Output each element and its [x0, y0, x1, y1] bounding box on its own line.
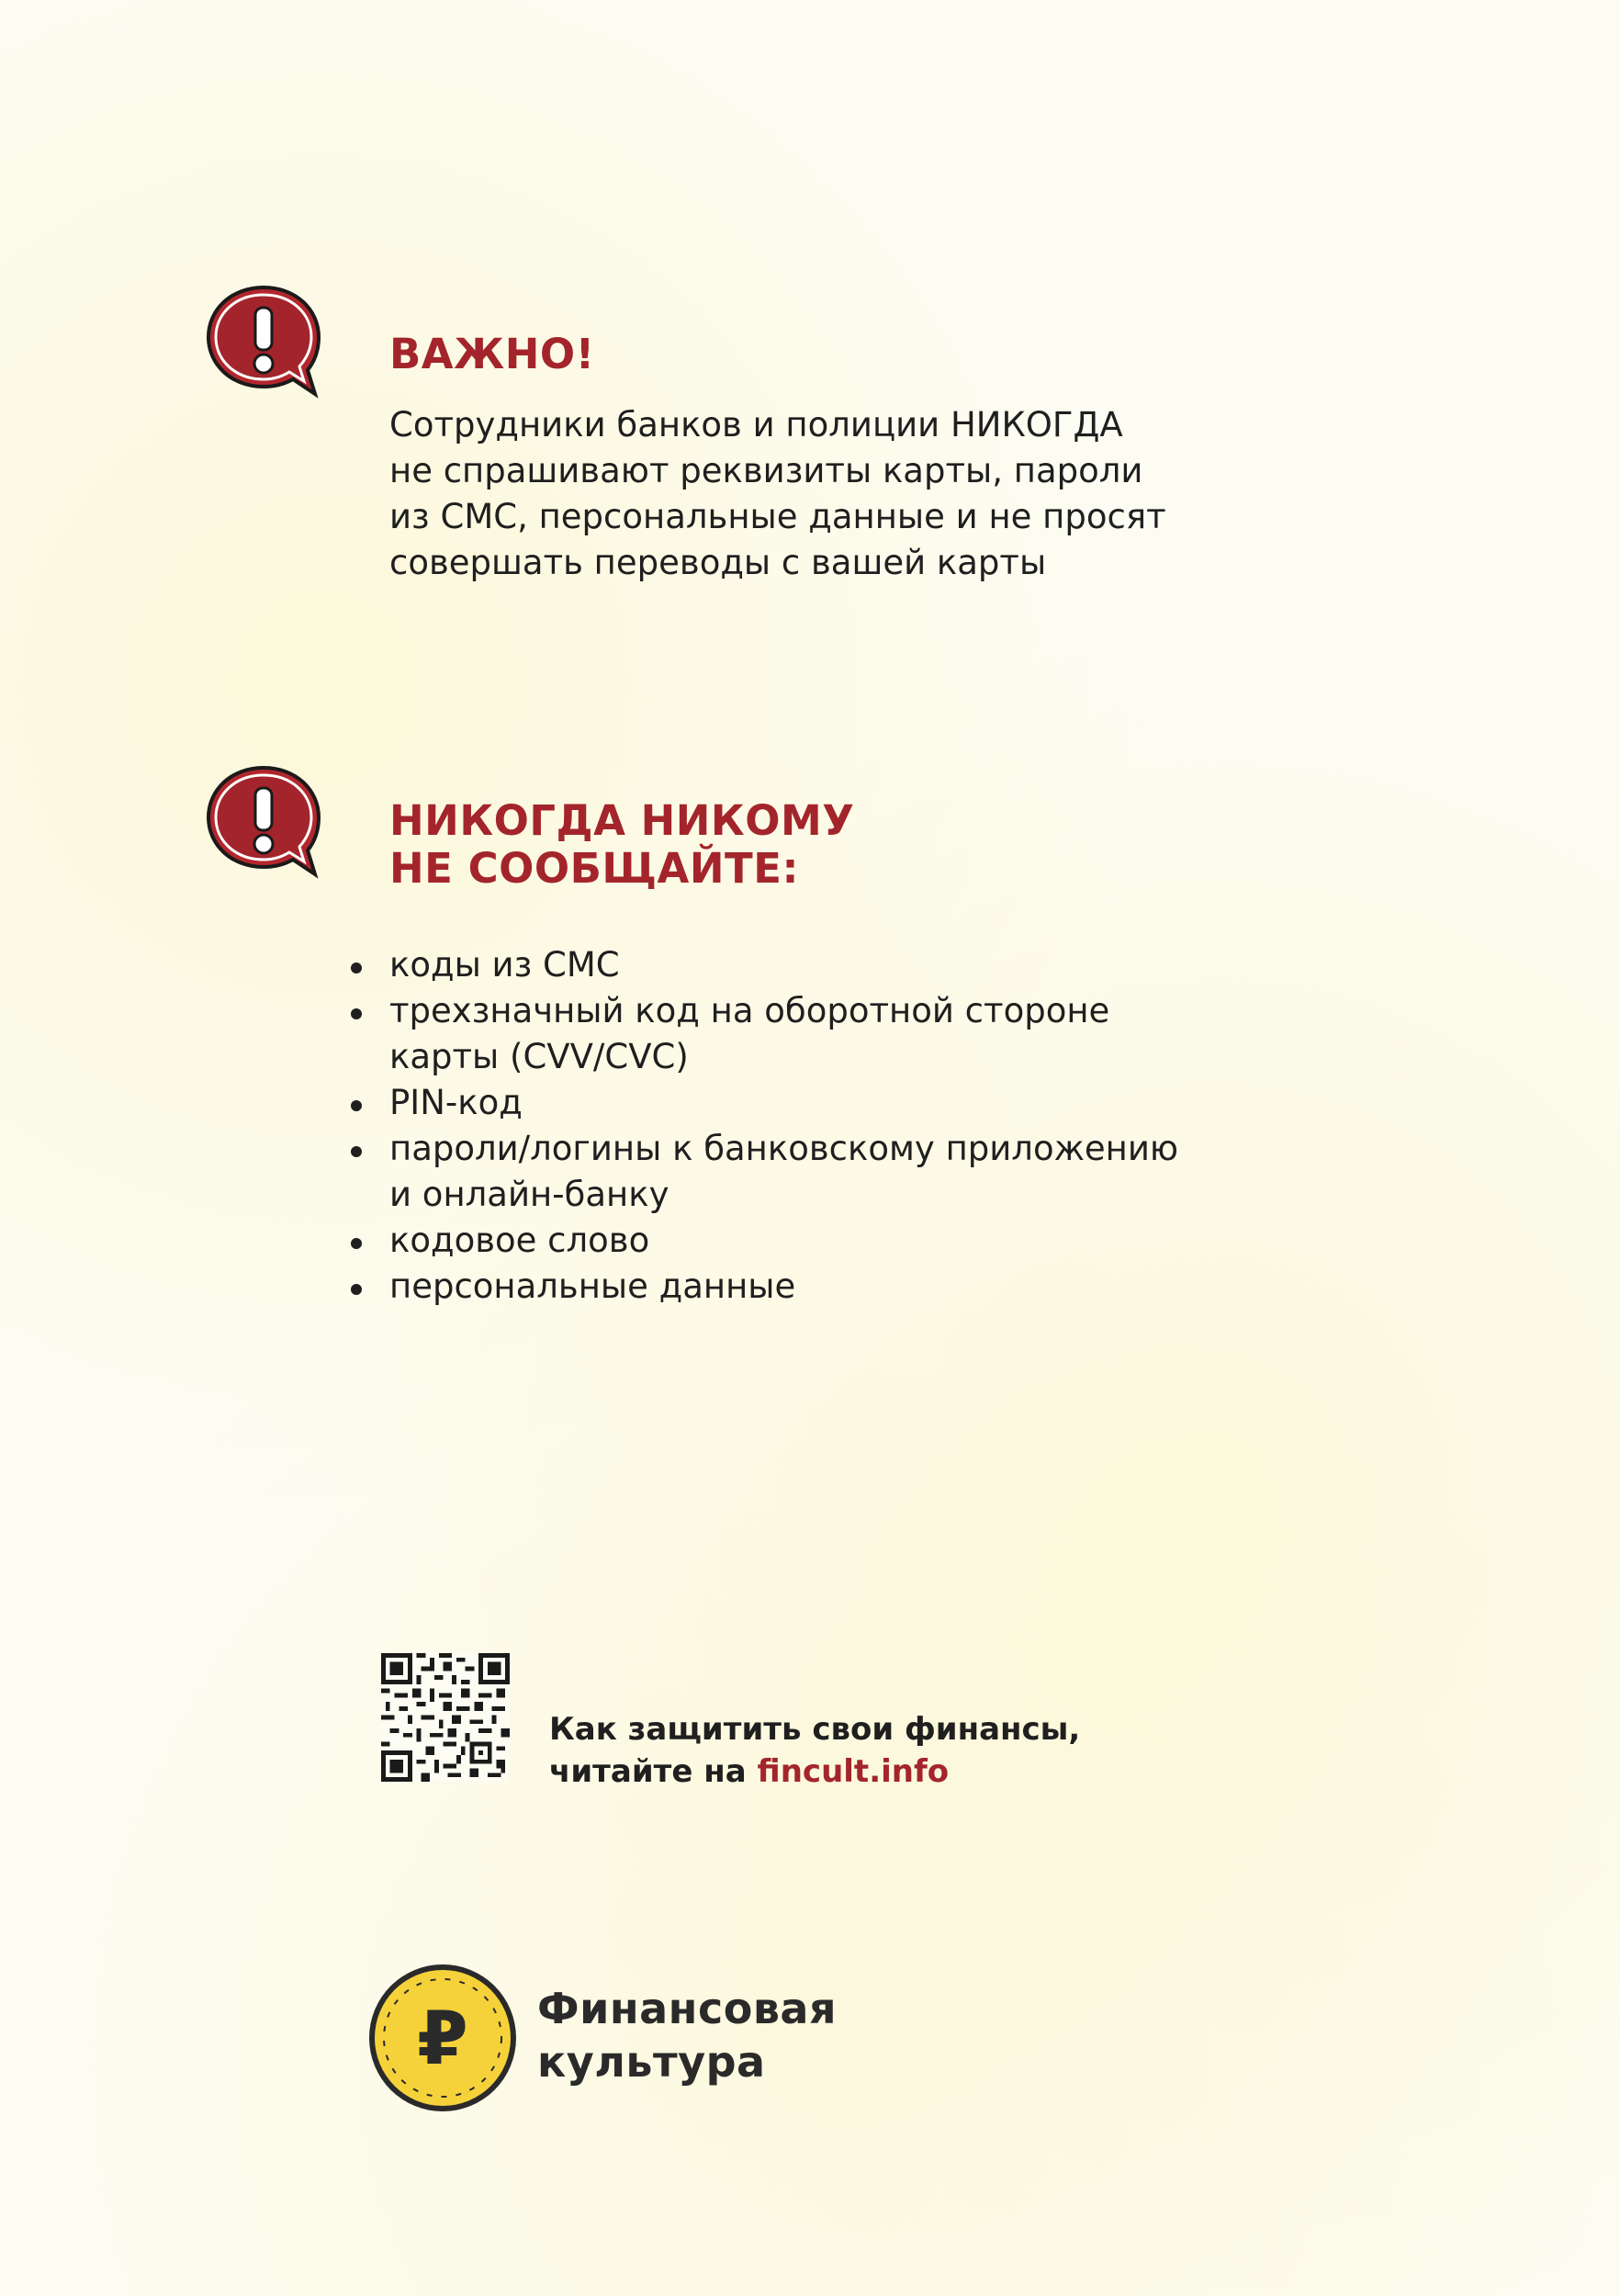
logo-line: культура [537, 2037, 766, 2087]
important-text-line: не спрашивают реквизиты карты, пароли [389, 451, 1143, 490]
list-item-line: пароли/логины к банковскому приложению [389, 1129, 1179, 1168]
list-item [351, 1264, 1178, 1310]
list-item [351, 1080, 1178, 1126]
ruble-symbol: ₽ [417, 1996, 468, 2081]
never-tell-title-line: НЕ СООБЩАЙТЕ: [389, 844, 799, 893]
qr-caption-line [549, 1750, 1080, 1793]
qr-caption [549, 1708, 1080, 1793]
list-item [351, 1218, 1178, 1264]
qr-code-icon[interactable] [381, 1653, 510, 1782]
list-item-line: карты (CVV/CVC) [389, 1037, 689, 1076]
important-text-line: Сотрудники банков и полиции НИКОГДА [389, 405, 1123, 445]
list-item [351, 1126, 1178, 1218]
list-item-line: и онлайн-банку [389, 1175, 669, 1214]
list-item [351, 942, 1178, 988]
exclamation-bubble-icon [199, 760, 328, 880]
list-item-line: PIN-код [389, 1083, 523, 1122]
never-tell-title-line: НИКОГДА НИКОМУ [389, 796, 855, 845]
important-text [389, 402, 1166, 586]
important-text-line: из СМС, персональные данные и не просят [389, 497, 1166, 536]
exclamation-bubble-icon [199, 280, 328, 400]
fincult-link[interactable]: fincult.info [757, 1753, 950, 1790]
qr-caption-line: Как защитить свои финансы, [549, 1711, 1081, 1748]
list-item-line: трехзначный код на оборотной стороне [389, 991, 1110, 1030]
never-tell-title [389, 797, 854, 893]
important-text-line: совершать переводы с вашей карты [389, 543, 1047, 582]
logo-line: Финансовая [537, 1984, 838, 2033]
ruble-coin-icon [366, 1961, 520, 2115]
never-tell-list [351, 942, 1178, 1310]
list-item-line: коды из СМС [389, 945, 620, 985]
important-title: ВАЖНО! [389, 330, 595, 378]
list-item-line: персональные данные [389, 1266, 796, 1306]
list-item [351, 988, 1178, 1080]
qr-caption-prefix: читайте на [549, 1753, 758, 1790]
list-item-line: кодовое слово [389, 1221, 650, 1260]
logo-text [537, 1982, 837, 2088]
